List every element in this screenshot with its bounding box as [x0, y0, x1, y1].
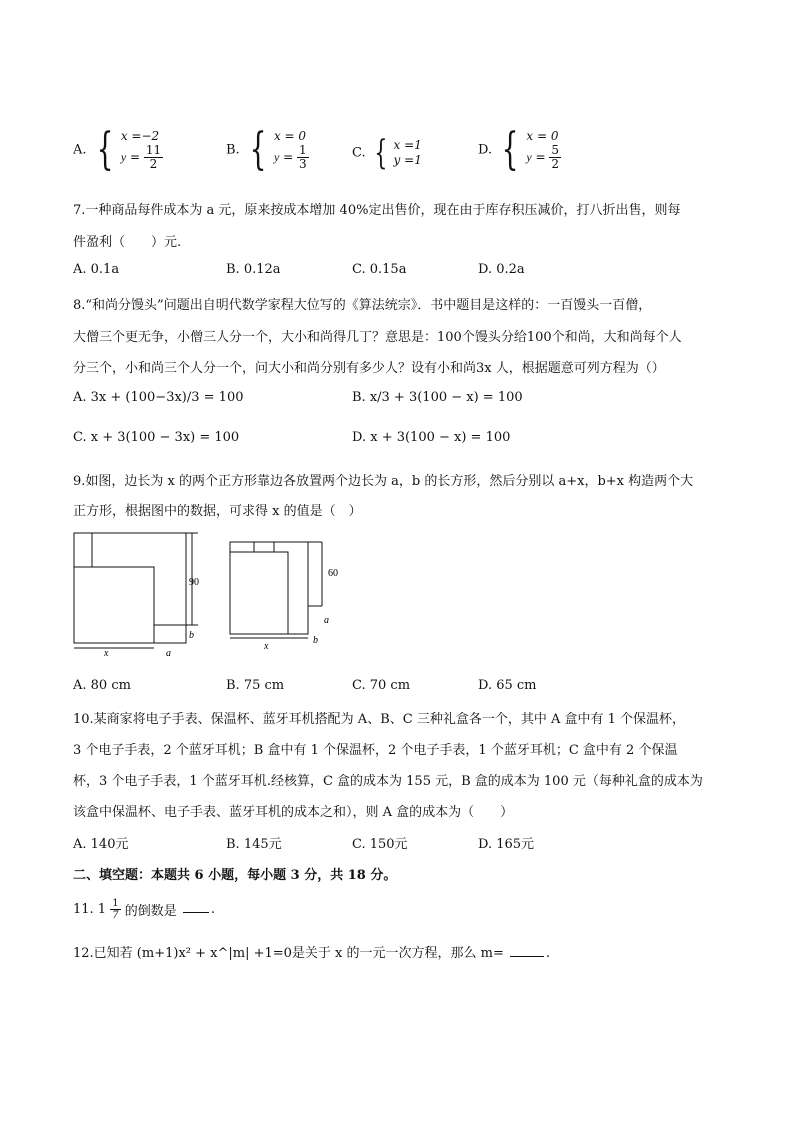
q8-option-c: C. x + 3(100 − 3x) = 100	[73, 430, 240, 445]
q10-text-line2: 3 个电子手表，2 个蓝牙耳机；B 盒中有 1 个保温杯，2 个电子手表，1 个蓝牙耳机；C 盒中有 2 个保温	[73, 743, 678, 758]
q9-option-a: A. 80 cm	[73, 678, 131, 693]
section-heading: 二、填空题：本题共 6 小题，每小题 3 分，共 18 分。	[73, 868, 397, 883]
q7-text-line1: 7.一种商品每件成本为 a 元，原来按成本增加 40%定出售价，现在由于库存积压减价，打八折出售，则每	[73, 203, 681, 218]
q7-text-line2: 件盈利（ ）元.	[73, 235, 182, 250]
q9-figure	[70, 530, 360, 660]
right-inner-square	[230, 552, 288, 634]
right-square-figure	[230, 542, 322, 638]
q10-text-line4: 该盒中保温杯、电子手表、蓝牙耳机的成本之和），则 A 盒的成本为（ ）	[73, 805, 514, 820]
right-small-rect-1	[230, 542, 254, 552]
right-big-square	[230, 542, 308, 634]
q6-option-c: C. { x =1 y =1	[352, 133, 422, 173]
q8-text-line2: 大僧三个更无争，小僧三人分一个，大小和尚得几丁？意思是：100个馒头分给100个和尚，大和尚每个人	[73, 330, 682, 345]
q9-text-line1: 9.如图，边长为 x 的两个正方形靠边各放置两个边长为 a，b 的长方形，然后分别以 a+x，b+x 构造两个大	[73, 474, 694, 489]
q8-option-a: A. 3x + (100−3x)/3 = 100	[73, 390, 244, 405]
q10-option-a: A. 140元	[73, 837, 129, 852]
answer-blank[interactable]	[510, 944, 544, 957]
q8-option-b: B. x/3 + 3(100 − x) = 100	[352, 390, 523, 405]
q10-option-b: B. 145元	[226, 837, 282, 852]
q10-option-c: C. 150元	[352, 837, 408, 852]
right-label-b: b	[313, 635, 318, 646]
q9-option-d: D. 65 cm	[478, 678, 537, 693]
q6-option-a: A. { x =−2 y = $\frac{11}{2}$	[73, 124, 162, 175]
brace-icon: {	[96, 124, 114, 175]
q7-option-a: A. 0.1a	[73, 262, 120, 277]
q12-text: 12.已知若 (m+1)x² + x^|m| +1=0是关于 x 的一元一次方程，那么 m= .	[73, 946, 551, 961]
left-label-b: b	[189, 630, 194, 641]
q9-option-b: B. 75 cm	[226, 678, 285, 693]
right-small-rect-2	[254, 542, 274, 552]
q6-options	[73, 124, 723, 190]
left-small-rect	[74, 533, 92, 567]
left-big-square	[74, 533, 186, 643]
q6-option-b: B. { x = 0 y = $\frac{1}{3}$	[226, 124, 307, 175]
left-inner-square	[92, 567, 186, 625]
q8-option-d: D. x + 3(100 − x) = 100	[352, 430, 511, 445]
right-label-x: x	[264, 641, 269, 652]
q7-option-d: D. 0.2a	[478, 262, 525, 277]
answer-blank[interactable]	[183, 900, 209, 913]
q7-option-b: B. 0.12a	[226, 262, 281, 277]
left-label-a: a	[166, 648, 171, 659]
q8-text-line1: 8.“和尚分馒头”问题出自明代数学家程大位写的《算法统宗》．书中题目是这样的：一百馒头一百僧，	[73, 298, 652, 313]
q7-option-c: C. 0.15a	[352, 262, 407, 277]
q6-option-d: D. { x = 0 y = $\frac{5}{2}$	[478, 124, 560, 175]
left-label-90: 90	[189, 577, 199, 588]
left-label-x: x	[104, 648, 109, 659]
right-label-60: 60	[328, 568, 338, 579]
q10-option-d: D. 165元	[478, 837, 535, 852]
brace-icon: {	[374, 133, 388, 173]
brace-icon: {	[501, 124, 519, 175]
right-label-a: a	[324, 615, 329, 626]
brace-icon: {	[249, 124, 267, 175]
q11-text: 11. 1 $\frac{1}{7}$ 的倒数是 .	[73, 898, 216, 921]
q8-text-line3: 分三个，小和尚三个人分一个，问大小和尚分别有多少人？设有小和尚3x 人，根据题意可列方程为（）	[73, 361, 665, 376]
q10-text-line3: 杯，3 个电子手表，1 个蓝牙耳机.经核算，C 盒的成本为 155 元，B 盒的成本为 100 元（每种礼盒的成本为	[73, 774, 703, 789]
q9-option-c: C. 70 cm	[352, 678, 411, 693]
left-square-figure	[74, 533, 198, 648]
q9-text-line2: 正方形，根据图中的数据，可求得 x 的值是（ ）	[73, 504, 362, 519]
q10-text-line1: 10.某商家将电子手表、保温杯、蓝牙耳机搭配为 A、B、C 三种礼盒各一个，其中 A 盒中有 1 个保温杯，	[73, 712, 686, 727]
